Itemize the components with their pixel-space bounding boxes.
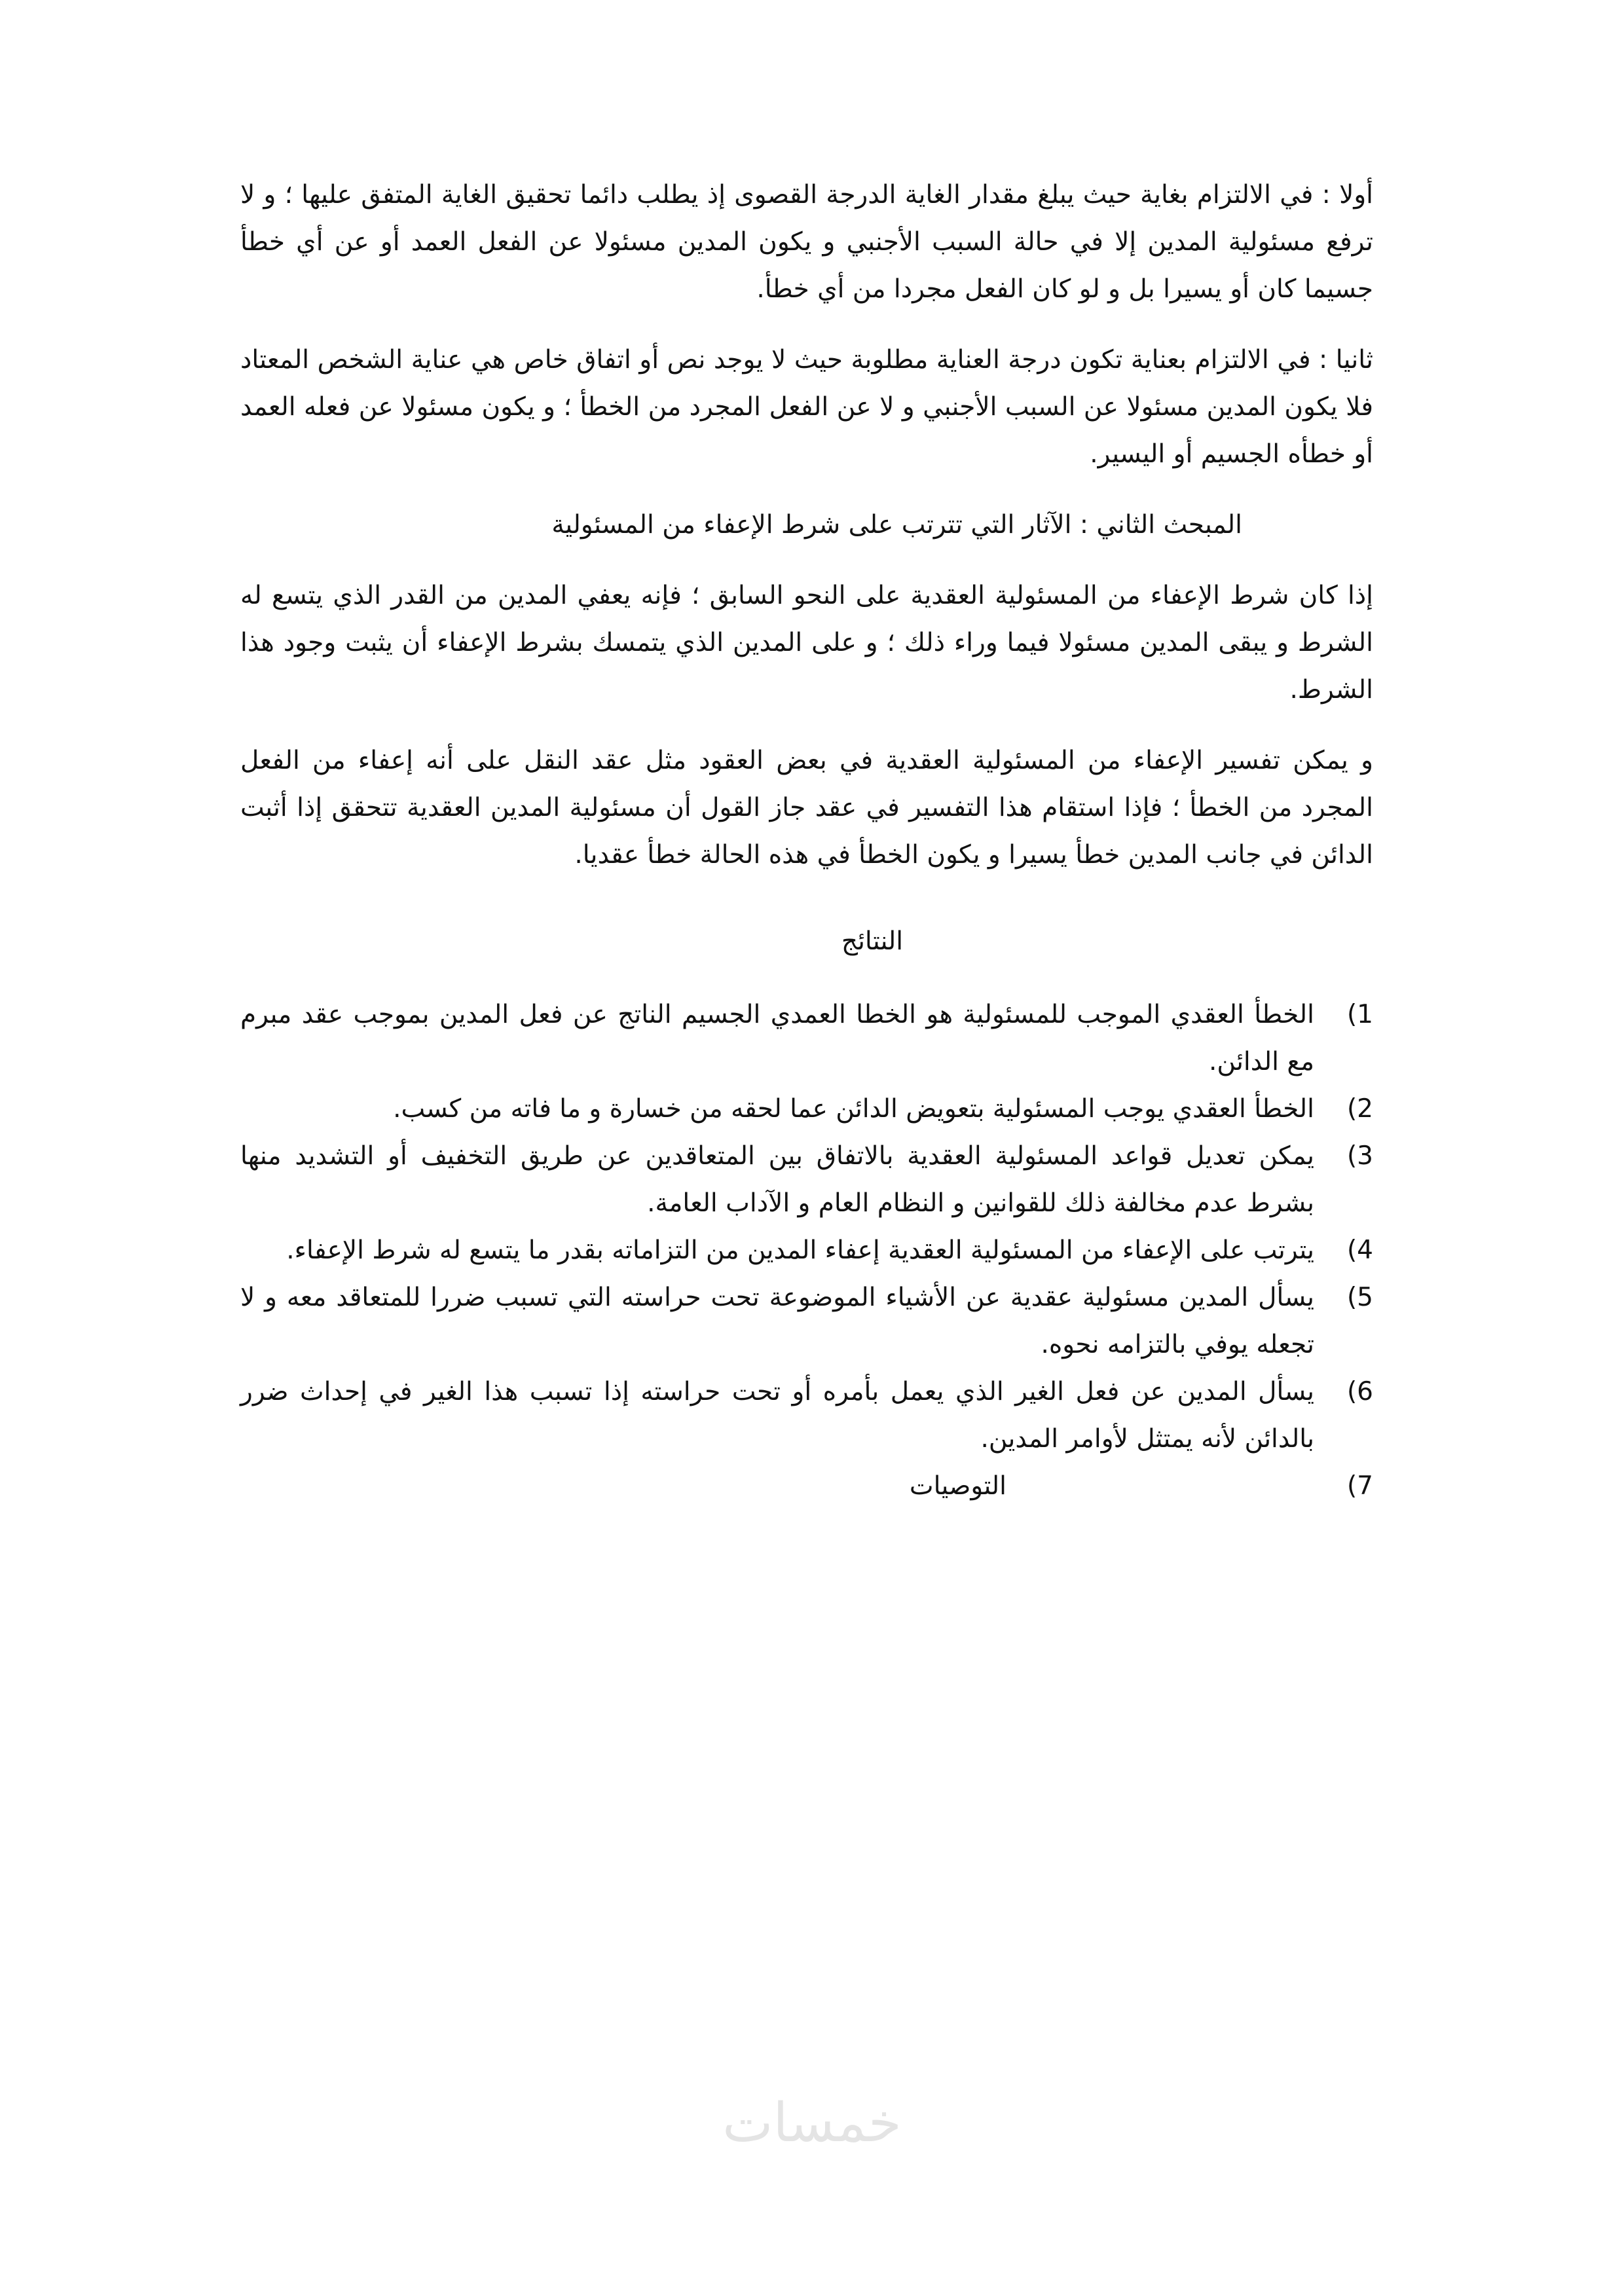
- list-text: يسأل المدين مسئولية عقدية عن الأشياء الموضوعة تحت حراسته التي تسبب ضررا للمتعاقد معه و لا تجعله يوفي بالتزامه نحوه.: [240, 1283, 1314, 1359]
- results-list: [240, 991, 1373, 1510]
- list-item: [240, 1227, 1373, 1274]
- paragraph-first-obligation: أولا : في الالتزام بغاية حيث يبلغ مقدار الغاية الدرجة القصوى إذ يطلب دائما تحقيق الغاية المتفق عليها ؛ و لا ترفع مسئولية المدين إلا في حالة السبب الأجنبي و يكون المدين مسئولا عن الفعل العمد أو عن أي خطأ جسيما كان أو يسيرا بل و لو كان الفعل مجردا من أي خطأ.: [240, 180, 1373, 304]
- paragraph-second-obligation: ثانيا : في الالتزام بعناية تكون درجة العناية مطلوبة حيث لا يوجد نص أو اتفاق خاص هي عناية الشخص المعتاد فلا يكون المدين مسئولا عن السبب الأجنبي و لا عن الفعل المجرد من الخطأ ؛ و يكون مسئولا عن فعله العمد أو خطأه الجسيم أو اليسير.: [240, 345, 1373, 469]
- list-number: 2): [1346, 1094, 1373, 1124]
- list-item: [240, 1086, 1373, 1133]
- section-heading: المبحث الثاني : الآثار التي تترتب على شرط الإعفاء من المسئولية: [551, 510, 1242, 540]
- list-number: 3): [1346, 1141, 1373, 1171]
- list-text: يترتب على الإعفاء من المسئولية العقدية إعفاء المدين من التزاماته بقدر ما يتسع له شرط الإعفاء.: [286, 1236, 1314, 1265]
- list-number: 5): [1346, 1283, 1373, 1312]
- list-number: 7): [1346, 1471, 1373, 1501]
- list-number: 4): [1346, 1236, 1373, 1265]
- list-item-recommendations: [240, 1463, 1373, 1510]
- list-text: يسأل المدين عن فعل الغير الذي يعمل بأمره أو تحت حراسته إذا تسبب هذا الغير في إحداث ضرر بالدائن لأنه يمتثل لأوامر المدين.: [240, 1377, 1314, 1454]
- list-text: يمكن تعديل قواعد المسئولية العقدية بالاتفاق بين المتعاقدين عن طريق التخفيف أو التشديد منها بشرط عدم مخالفة ذلك للقوانين و النظام العام و الآداب العامة.: [240, 1141, 1314, 1218]
- list-number: 1): [1346, 1000, 1373, 1029]
- recommendations-title: التوصيات: [909, 1471, 1006, 1501]
- paragraph-exemption-effect: إذا كان شرط الإعفاء من المسئولية العقدية على النحو السابق ؛ فإنه يعفي المدين من القدر الذي يتسع له الشرط و يبقى المدين مسئولا فيما وراء ذلك ؛ و على المدين الذي يتمسك بشرط الإعفاء أن يثبت وجود هذا الشرط.: [240, 581, 1373, 705]
- list-number: 6): [1346, 1377, 1373, 1406]
- paragraph-exemption-interpretation: و يمكن تفسير الإعفاء من المسئولية العقدية في بعض العقود مثل عقد النقل على أنه إعفاء من الفعل المجرد من الخطأ ؛ فإذا استقام هذا التفسير في عقد جاز القول أن مسئولية المدين العقدية تتحقق إذا أثبت الدائن في جانب المدين خطأ يسيرا و يكون الخطأ في هذه الحالة خطأ عقديا.: [240, 746, 1373, 870]
- results-title: النتائج: [841, 927, 904, 956]
- list-item: [240, 1133, 1373, 1227]
- watermark-logo: خمسات: [722, 2092, 902, 2154]
- list-item: [240, 1368, 1373, 1463]
- list-item: [240, 991, 1373, 1086]
- list-text: الخطأ العقدي الموجب للمسئولية هو الخطا العمدي الجسيم الناتج عن فعل المدين بموجب عقد مبرم مع الدائن.: [240, 1000, 1314, 1076]
- document-body: [240, 172, 1373, 1510]
- list-item: [240, 1274, 1373, 1368]
- list-text: الخطأ العقدي يوجب المسئولية بتعويض الدائن عما لحقه من خسارة و ما فاته من كسب.: [393, 1094, 1314, 1124]
